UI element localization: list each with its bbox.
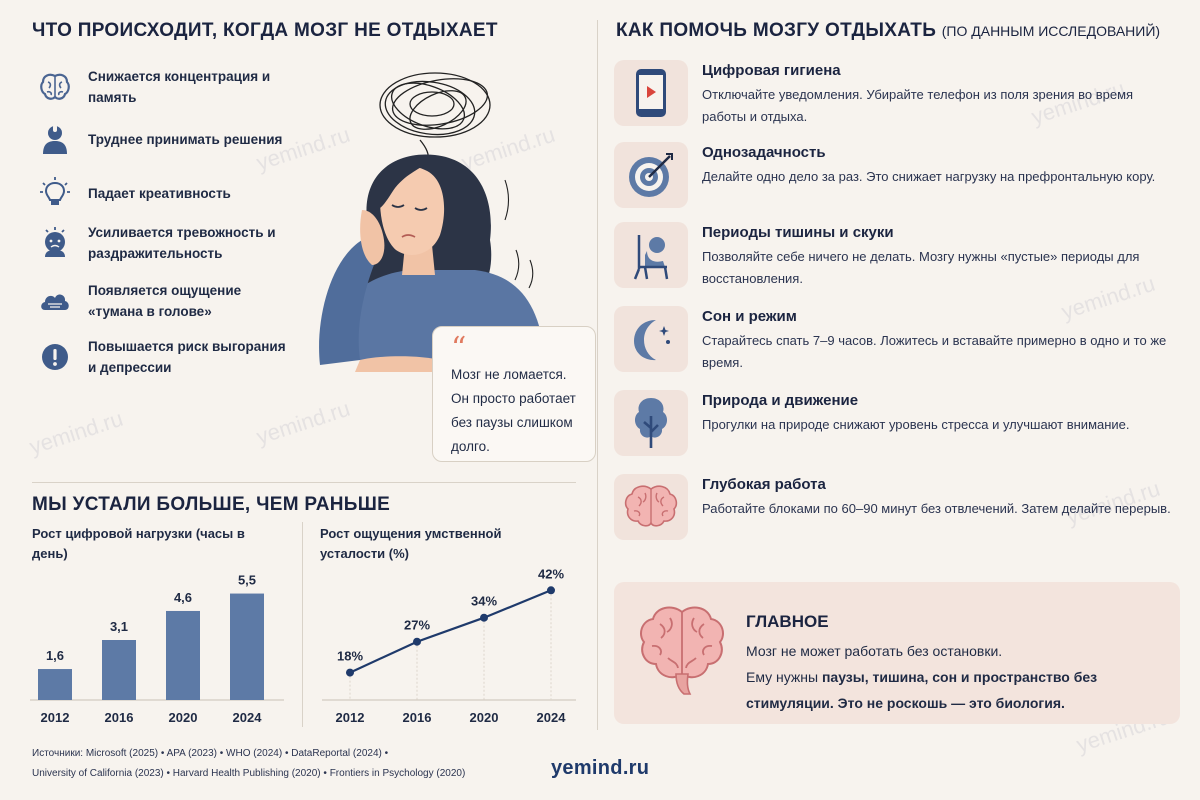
summary-title: ГЛАВНОЕ — [746, 612, 829, 631]
bar — [102, 640, 136, 700]
data-label: 3,1 — [109, 619, 129, 634]
watermark: yemind.ru — [458, 121, 558, 176]
data-label: 27% — [403, 617, 431, 633]
tip-title: Природа и движение — [702, 392, 859, 409]
tip-title: Глубокая работа — [702, 476, 826, 493]
x-tick-label: 2012 — [335, 710, 365, 725]
anxious-face-icon — [38, 226, 72, 260]
series-line — [350, 590, 551, 672]
target-icon — [614, 142, 688, 208]
x-tick-label: 2016 — [402, 710, 432, 725]
data-label: 4,6 — [173, 589, 193, 605]
line-chart — [318, 560, 580, 730]
quote-mark-icon: “ — [451, 331, 467, 366]
tip-text: Позволяйте себе ничего не делать. Мозгу нужны «пустые» периоды для восстановления. — [702, 249, 1140, 286]
summary-line-1: Мозг не может работать без остановки. — [746, 643, 1003, 659]
moon-icon — [614, 306, 688, 372]
x-tick-label: 2012 — [40, 710, 70, 725]
tip-title: Однозадачность — [702, 144, 826, 161]
brand-link[interactable]: yemind.ru — [551, 757, 650, 779]
data-point — [346, 669, 354, 677]
bar-chart — [26, 560, 288, 730]
divider — [32, 482, 576, 483]
data-point — [413, 638, 421, 646]
section-title-stats: МЫ УСТАЛИ БОЛЬШЕ, ЧЕМ РАНЬШЕ — [32, 494, 391, 515]
effect-item — [38, 280, 288, 322]
effect-text: Труднее принимать решения — [88, 131, 283, 147]
tip-text: Делайте одно дело за раз. Это снижает нагрузку на префронтальную кору. — [702, 169, 1156, 184]
watermark: yemind.ru — [1073, 703, 1173, 758]
brain-icon — [614, 474, 688, 540]
watermark: yemind.ru — [253, 121, 353, 176]
watermark: yemind.ru — [1028, 75, 1128, 130]
tip-title: Периоды тишины и скуки — [702, 224, 894, 241]
effect-text: Усиливается тревожность и раздражительность — [88, 225, 276, 261]
tip-item — [614, 390, 1174, 460]
smartphone-icon — [614, 60, 688, 126]
effect-text: Снижается концентрация и память — [88, 69, 271, 105]
person-icon — [38, 122, 72, 156]
summary-line-2-bold: паузы, тишина, сон и пространство без стимуляции. Это не роскошь — это биология. — [746, 669, 1098, 711]
watermark: yemind.ru — [253, 395, 353, 450]
tip-text: Работайте блоками по 60–90 минут без отвлечений. Затем делайте перерыв. — [702, 501, 1171, 516]
x-tick-label: 2020 — [168, 710, 198, 725]
summary-text — [746, 638, 1166, 716]
x-tick-label: 2024 — [232, 710, 262, 725]
brain-icon — [632, 602, 732, 702]
effect-item — [38, 66, 288, 108]
watermark: yemind.ru — [1058, 270, 1158, 325]
effect-item — [38, 122, 288, 156]
x-tick-label: 2020 — [469, 710, 499, 725]
stress-scribble-icon — [380, 72, 491, 160]
lightbulb-icon — [38, 176, 72, 210]
data-label: 18% — [336, 648, 364, 664]
effect-item — [38, 176, 288, 210]
tip-item — [614, 306, 1174, 376]
chair-person-icon — [614, 222, 688, 288]
data-label: 1,6 — [45, 648, 65, 664]
divider — [597, 20, 598, 730]
tip-item — [614, 142, 1174, 212]
data-label: 34% — [470, 593, 498, 609]
chart-title: Рост ощущения умственной усталости (%) — [320, 526, 502, 561]
quote-card — [432, 326, 596, 462]
effect-item — [38, 222, 288, 264]
effect-text: Падает креативность — [88, 185, 231, 201]
effect-text: Повышается риск выгорания и депрессии — [88, 339, 286, 375]
data-point — [547, 586, 555, 594]
data-label: 5,5 — [237, 572, 257, 588]
section-title-tips — [616, 20, 1160, 42]
watermark: yemind.ru — [26, 405, 126, 460]
section-title-effects: ЧТО ПРОИСХОДИТ, КОГДА МОЗГ НЕ ОТДЫХАЕТ — [32, 20, 498, 41]
bar — [38, 669, 72, 700]
effect-text: Появляется ощущение «тумана в голове» — [88, 283, 242, 319]
tip-item — [614, 222, 1174, 292]
summary-line-2: Ему нужны — [746, 669, 822, 685]
sources-line: University of California (2023) • Harvard Health Publishing (2020) • Frontiers in Psychology (2020) — [32, 768, 466, 779]
tip-title: Сон и режим — [702, 308, 797, 325]
section-title-tips-text: КАК ПОМОЧЬ МОЗГУ ОТДЫХАТЬ — [616, 20, 937, 41]
sources — [32, 744, 552, 784]
x-tick-label: 2024 — [536, 710, 566, 725]
brain-icon — [38, 70, 72, 104]
data-label: 42% — [537, 566, 565, 582]
summary-box — [614, 582, 1180, 724]
x-tick-label: 2016 — [104, 710, 134, 725]
tip-title: Цифровая гигиена — [702, 62, 841, 79]
tip-item — [614, 474, 1174, 544]
watermark: yemind.ru — [1063, 475, 1163, 530]
warning-icon — [38, 340, 72, 374]
bar — [166, 611, 200, 700]
data-point — [480, 614, 488, 622]
tip-text: Старайтесь спать 7–9 часов. Ложитесь и вставайте примерно в одно и то же время. — [702, 333, 1167, 370]
tip-text: Отключайте уведомления. Убирайте телефон из поля зрения во время работы и отдыха. — [702, 87, 1134, 124]
quote-text: Мозг не ломается. Он просто работает без паузы слишком долго. — [451, 367, 576, 454]
divider — [302, 522, 303, 727]
fog-cloud-icon — [38, 284, 72, 318]
bar — [230, 594, 264, 700]
section-subtitle: (ПО ДАННЫМ ИССЛЕДОВАНИЙ) — [941, 23, 1161, 39]
tip-text: Прогулки на природе снижают уровень стресса и улучшают внимание. — [702, 417, 1130, 432]
effect-item — [38, 336, 288, 378]
chart-title: Рост цифровой нагрузки (часы в день) — [32, 526, 245, 561]
tree-icon — [614, 390, 688, 456]
tip-item — [614, 60, 1174, 130]
sources-line: Источники: Microsoft (2025) • APA (2023) • WHO (2024) • DataReportal (2024) • — [32, 748, 389, 759]
